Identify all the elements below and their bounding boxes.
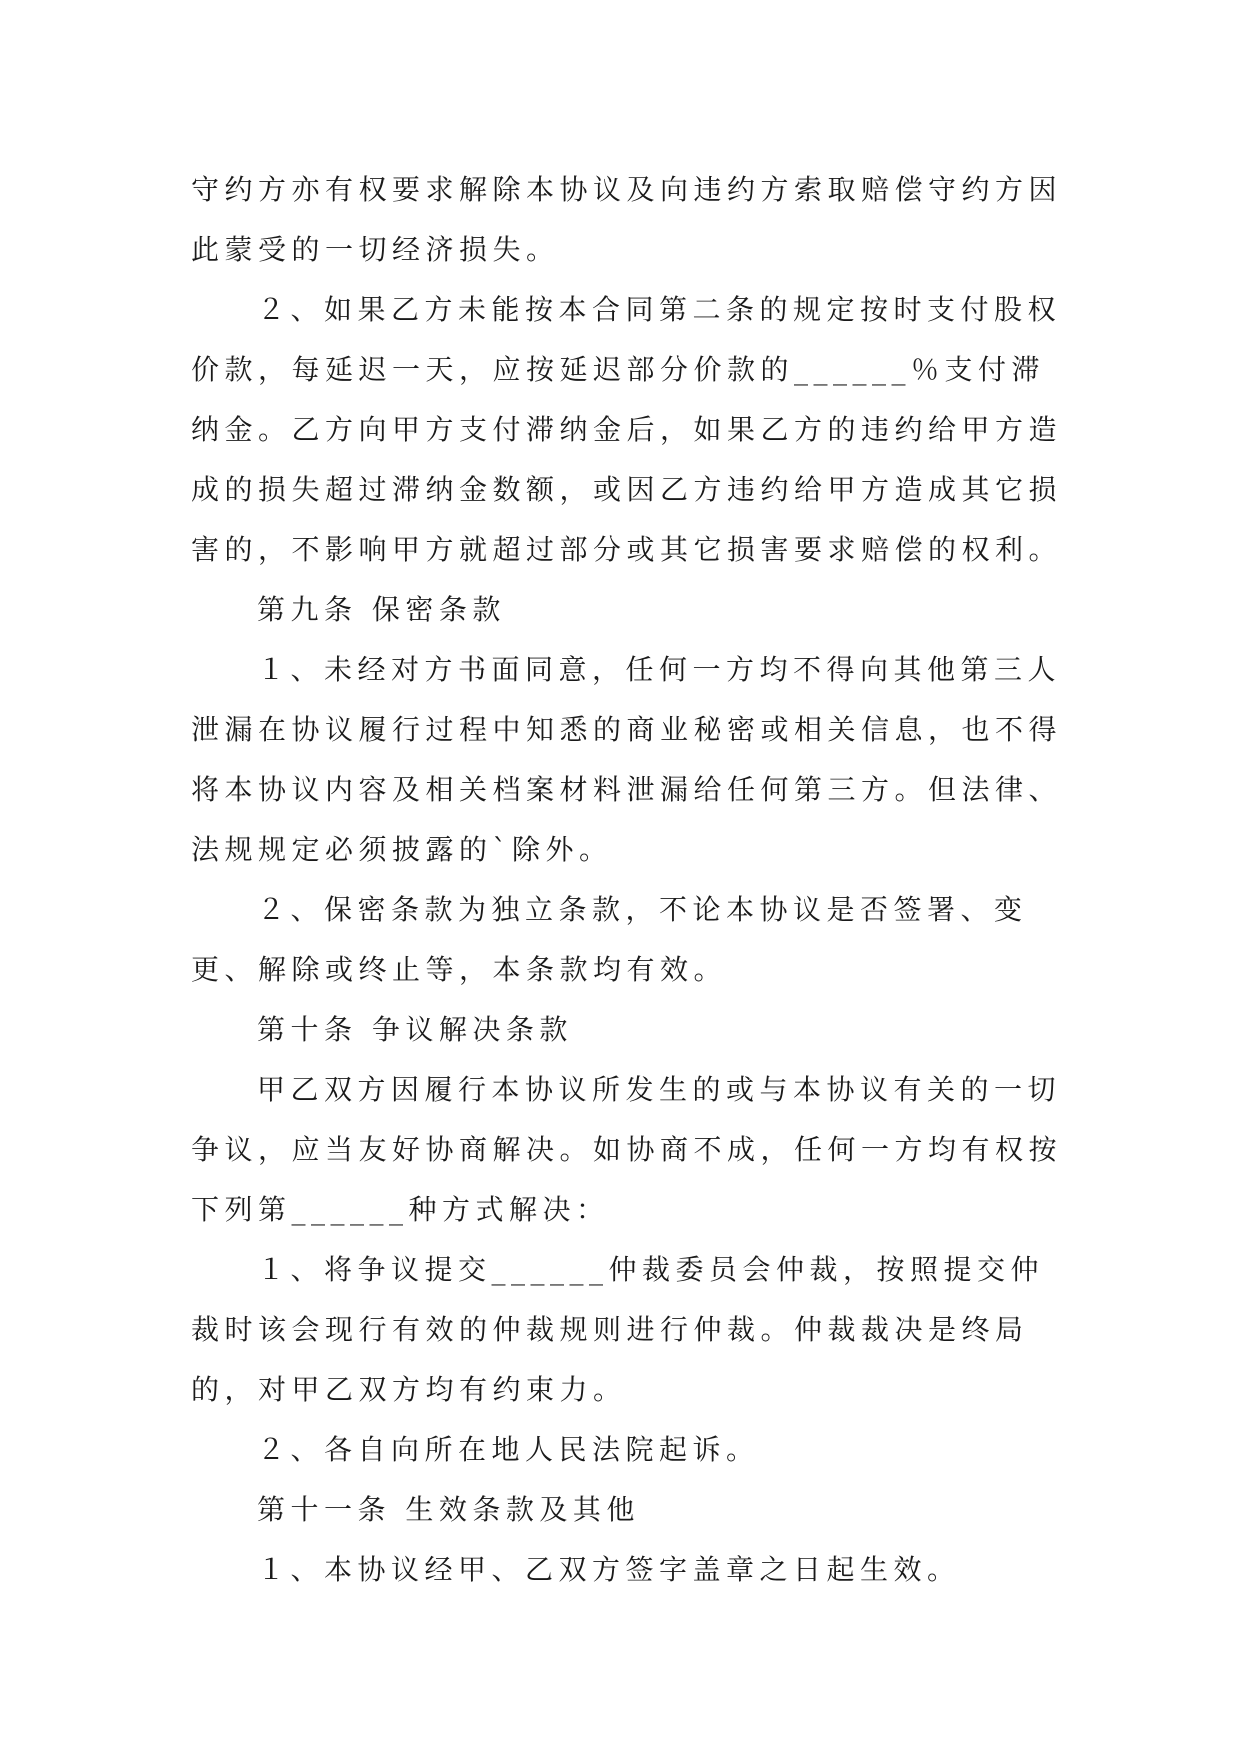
paragraph-effectiveness-1: １、本协议经甲、乙双方签字盖章之日起生效。 [257, 1553, 961, 1586]
document-body [191, 160, 1071, 1600]
section-heading-effectiveness: 第十一条 生效条款及其他 [257, 1493, 640, 1526]
paragraph-breach-continuation: 守约方亦有权要求解除本协议及向违约方索取赔偿守约方因此蒙受的一切经济损失。 [191, 173, 1063, 266]
paragraph-confidentiality-2: ２、保密条款为独立条款，不论本协议是否签署、变更、解除或终止等，本条款均有效。 [191, 893, 1028, 986]
paragraph-dispute-arbitration: １、将争议提交______仲裁委员会仲裁，按照提交仲裁时该会现行有效的仲裁规则进行仲裁。仲裁裁决是终局的，对甲乙双方均有约束力。 [191, 1253, 1045, 1406]
paragraph-dispute-intro: 甲乙双方因履行本协议所发生的或与本协议有关的一切争议，应当友好协商解决。如协商不成，任何一方均有权按下列第______种方式解决： [191, 1073, 1063, 1226]
paragraph-dispute-litigation: ２、各自向所在地人民法院起诉。 [257, 1433, 760, 1466]
section-heading-dispute-resolution: 第十条 争议解决条款 [257, 1013, 573, 1046]
section-heading-confidentiality: 第九条 保密条款 [257, 593, 506, 626]
paragraph-late-payment-penalty: ２、如果乙方未能按本合同第二条的规定按时支付股权价款，每延迟一天，应按延迟部分价款的______％支付滞纳金。乙方向甲方支付滞纳金后，如果乙方的违约给甲方造成的损失超过滞纳金数额，或因乙方违约给甲方造成其它损害的，不影响甲方就超过部分或其它损害要求赔偿的权利。 [191, 293, 1063, 566]
paragraph-confidentiality-1: １、未经对方书面同意，任何一方均不得向其他第三人泄漏在协议履行过程中知悉的商业秘密或相关信息，也不得将本协议内容及相关档案材料泄漏给任何第三方。但法律、法规规定必须披露的`除外。 [191, 653, 1063, 866]
